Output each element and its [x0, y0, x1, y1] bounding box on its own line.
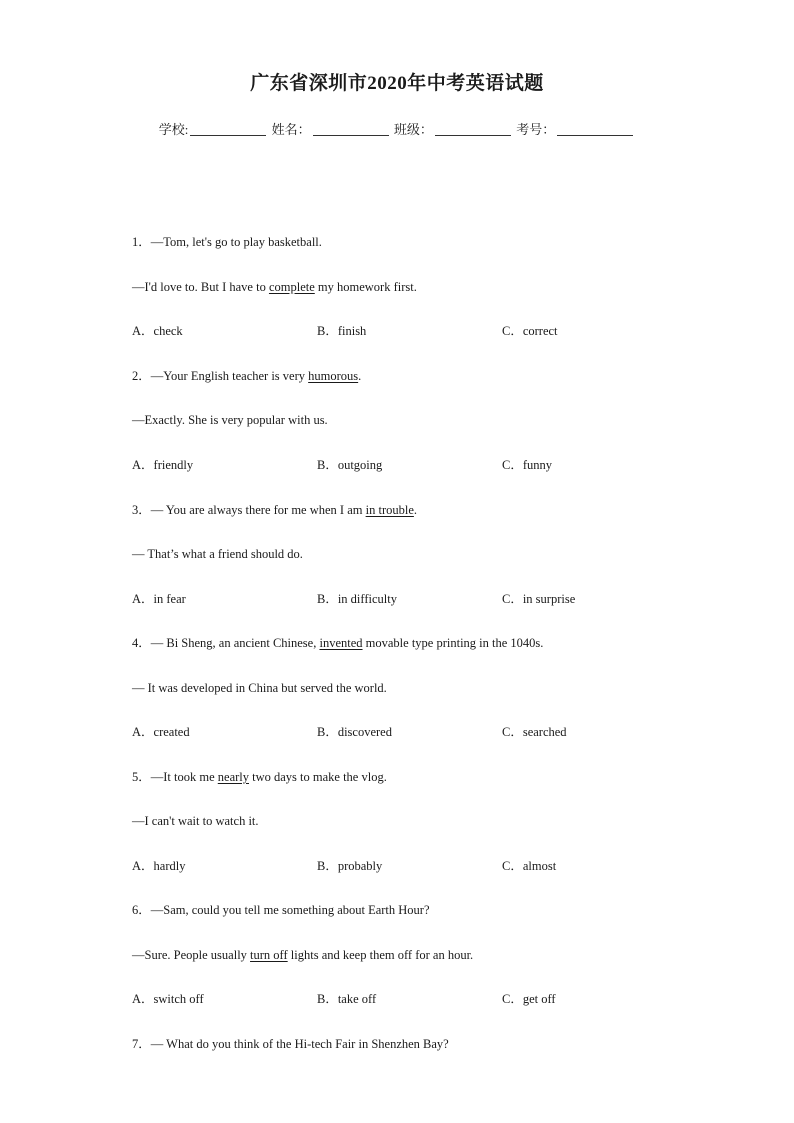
- question-text: 6．—Sam, could you tell me something about Earth Hour?: [132, 903, 430, 917]
- question-6-reply: [132, 947, 473, 963]
- option-c[interactable]: C．correct: [502, 324, 558, 338]
- question-4-reply: [132, 680, 387, 696]
- class-label: 班级：: [393, 122, 433, 137]
- question-7-prompt: [132, 1036, 449, 1052]
- question-2-reply: [132, 412, 328, 428]
- option-a[interactable]: A．in fear: [132, 592, 186, 606]
- question-1-reply: [132, 279, 417, 295]
- question-text: 3．— You are always there for me when I am: [132, 503, 366, 517]
- question-text: two days to make the vlog.: [249, 770, 387, 784]
- page-title: 广东省深圳市2020年中考英语试题: [250, 73, 544, 94]
- question-text: 7．— What do you think of the Hi-tech Fair in Shenzhen Bay?: [132, 1037, 449, 1051]
- school-blank[interactable]: [190, 123, 266, 136]
- question-2-prompt: [132, 368, 361, 384]
- option-c[interactable]: C．almost: [502, 859, 557, 873]
- underlined-word: turn off: [250, 948, 288, 962]
- option-a[interactable]: A．switch off: [132, 992, 204, 1006]
- underlined-word: complete: [268, 280, 315, 294]
- reply-text: my homework first.: [314, 280, 417, 294]
- question-text: 1．—Tom, let's go to play basketball.: [132, 235, 322, 249]
- option-a[interactable]: A．check: [132, 324, 183, 338]
- question-text: .: [413, 503, 418, 517]
- option-b[interactable]: B．probably: [317, 859, 383, 873]
- reply-text: — That’s what a friend should do.: [132, 547, 303, 561]
- reply-text: —I can't wait to watch it.: [132, 814, 259, 828]
- option-b[interactable]: B．take off: [317, 992, 377, 1006]
- exam-number-label: 考号：: [516, 122, 556, 137]
- student-info-row: [0, 119, 794, 138]
- underlined-word: in trouble: [365, 503, 414, 517]
- option-b[interactable]: B．discovered: [317, 725, 392, 739]
- question-4-prompt: [132, 635, 543, 651]
- reply-text: — It was developed in China but served the world.: [132, 681, 387, 695]
- option-c[interactable]: C．funny: [502, 458, 553, 472]
- class-blank[interactable]: [435, 123, 511, 136]
- question-3-options: [132, 591, 692, 607]
- question-2-options: [132, 457, 692, 473]
- question-1-prompt: [132, 234, 322, 250]
- underlined-word: nearly: [217, 770, 249, 784]
- question-text: movable type printing in the 1040s.: [362, 636, 544, 650]
- reply-text: —I'd love to. But I have to: [132, 280, 269, 294]
- question-5-reply: [132, 813, 259, 829]
- question-4-options: [132, 724, 692, 740]
- question-text: .: [358, 369, 362, 383]
- option-c[interactable]: C．searched: [502, 725, 567, 739]
- question-5-prompt: [132, 769, 387, 785]
- option-b[interactable]: B．finish: [317, 324, 367, 338]
- question-text: 5．—It took me: [132, 770, 218, 784]
- option-a[interactable]: A．friendly: [132, 458, 194, 472]
- option-b[interactable]: B．outgoing: [317, 458, 383, 472]
- school-label: 学校:: [158, 122, 189, 137]
- exam-number-blank[interactable]: [557, 123, 633, 136]
- question-6-options: [132, 991, 692, 1007]
- option-a[interactable]: A．hardly: [132, 859, 186, 873]
- reply-text: lights and keep them off for an hour.: [287, 948, 474, 962]
- question-3-prompt: [132, 502, 417, 518]
- question-text: 2．—Your English teacher is very: [132, 369, 309, 383]
- name-label: 姓名：: [271, 122, 311, 137]
- reply-text: —Sure. People usually: [132, 948, 251, 962]
- question-6-prompt: [132, 902, 430, 918]
- question-5-options: [132, 858, 692, 874]
- option-c[interactable]: C．get off: [502, 992, 556, 1006]
- reply-text: —Exactly. She is very popular with us.: [132, 413, 328, 427]
- question-1-options: [132, 323, 692, 339]
- name-blank[interactable]: [313, 123, 389, 136]
- option-b[interactable]: B．in difficulty: [317, 592, 397, 606]
- option-c[interactable]: C．in surprise: [502, 592, 576, 606]
- question-3-reply: [132, 546, 303, 562]
- question-text: 4．— Bi Sheng, an ancient Chinese,: [132, 636, 320, 650]
- underlined-word: humorous: [308, 369, 359, 383]
- option-a[interactable]: A．created: [132, 725, 190, 739]
- underlined-word: invented: [319, 636, 363, 650]
